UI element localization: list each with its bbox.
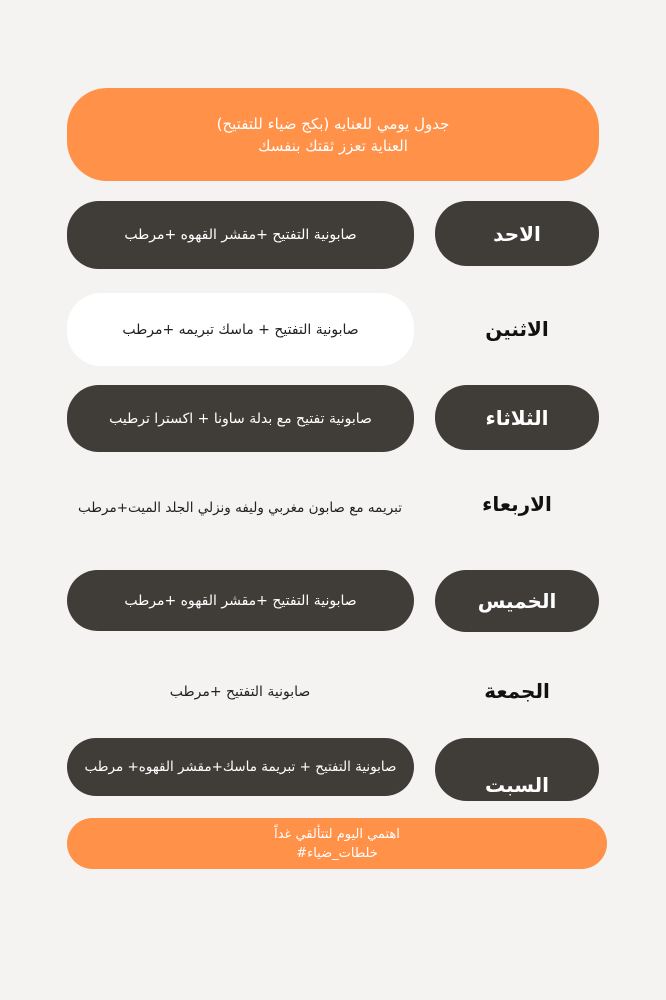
routine-monday: صابونية التفتيح + ماسك تبريمه +مرطب (67, 293, 414, 366)
day-label-monday: الاثنين (485, 317, 549, 341)
day-label-wednesday: الاربعاء (482, 492, 552, 516)
header-subtitle: العناية تعزز ثقتك بنفسك (258, 136, 408, 155)
routine-wednesday: تبريمه مع صابون مغربي وليفه ونزلي الجلد الميت+مرطب (78, 500, 402, 516)
footer-hashtag: خلطات_ضياء# (296, 845, 378, 861)
routine-friday: صابونية التفتيح +مرطب (169, 684, 311, 700)
day-label-tuesday: الثلاثاء (435, 385, 599, 450)
day-label-sunday: الاحد (435, 201, 599, 266)
day-label-thursday: الخميس (435, 570, 599, 632)
routine-thursday: صابونية التفتيح +مقشر القهوه +مرطب (67, 570, 414, 631)
header-banner (67, 88, 599, 181)
footer-tagline: اهتمي اليوم لتتألقي غداً (274, 826, 400, 842)
footer-banner (67, 818, 607, 869)
header-title: جدول يومي للعنايه (بكج ضياء للتفتيح) (216, 114, 450, 133)
day-label-friday: الجمعة (484, 679, 550, 703)
day-label-saturday: السبت (435, 738, 599, 801)
routine-tuesday: صابونية تفتيح مع بدلة ساونا + اكسترا ترطيب (67, 385, 414, 452)
routine-saturday: صابونية التفتيح + تبريمة ماسك+مقشر القهوه+ مرطب (67, 738, 414, 796)
routine-sunday: صابونية التفتيح +مقشر القهوه +مرطب (67, 201, 414, 269)
